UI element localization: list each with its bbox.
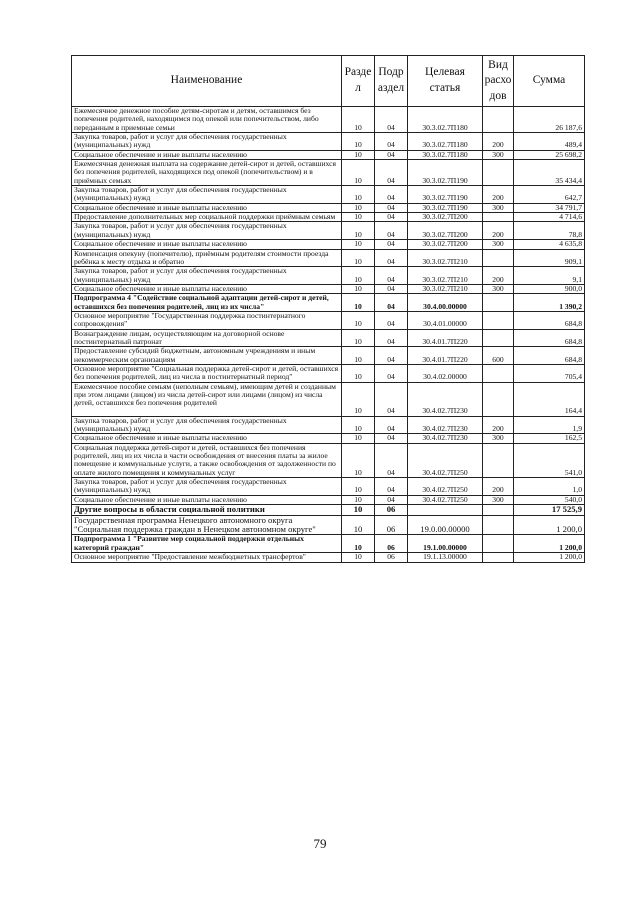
cell-name: Социальное обеспечение и иные выплаты населению [72, 203, 342, 212]
cell-subsection: 06 [375, 535, 408, 553]
cell-amount: 1 200,0 [514, 553, 585, 562]
table-row [72, 150, 585, 159]
cell-amount: 900,0 [514, 284, 585, 293]
table-row [72, 329, 585, 347]
cell-section: 10 [342, 443, 375, 477]
cell-target-article: 30.3.02.7П200 [408, 240, 483, 249]
cell-subsection: 04 [375, 203, 408, 212]
cell-section: 10 [342, 186, 375, 204]
cell-name: Социальное обеспечение и иные выплаты населению [72, 284, 342, 293]
cell-section: 10 [342, 249, 375, 267]
cell-subsection: 04 [375, 329, 408, 347]
cell-amount: 34 791,7 [514, 203, 585, 212]
cell-expense-type [483, 107, 514, 133]
cell-expense-type [483, 160, 514, 186]
cell-target-article [408, 505, 483, 515]
cell-expense-type [483, 515, 514, 535]
cell-section: 10 [342, 416, 375, 434]
header-subsection: Подр аздел [375, 56, 408, 107]
cell-amount: 1,0 [514, 478, 585, 496]
cell-expense-type: 600 [483, 347, 514, 365]
cell-subsection: 04 [375, 213, 408, 222]
cell-target-article: 30.4.02.7П230 [408, 416, 483, 434]
cell-name: Социальное обеспечение и иные выплаты населению [72, 240, 342, 249]
cell-subsection: 04 [375, 186, 408, 204]
cell-expense-type [483, 311, 514, 329]
cell-amount: 1 200,0 [514, 515, 585, 535]
cell-target-article: 19.1.00.00000 [408, 535, 483, 553]
cell-target-article: 30.3.02.7П190 [408, 203, 483, 212]
table-row [72, 495, 585, 504]
table-row [72, 515, 585, 535]
cell-name: Закупка товаров, работ и услуг для обеспечения государственных (муниципальных) нужд [72, 133, 342, 151]
cell-name: Закупка товаров, работ и услуг для обеспечения государственных (муниципальных) нужд [72, 186, 342, 204]
cell-section: 10 [342, 515, 375, 535]
cell-section: 10 [342, 267, 375, 285]
table-row [72, 284, 585, 293]
cell-name: Социальное обеспечение и иные выплаты населению [72, 495, 342, 504]
cell-target-article: 30.4.00.00000 [408, 294, 483, 312]
cell-section: 10 [342, 133, 375, 151]
cell-subsection: 04 [375, 347, 408, 365]
cell-target-article: 30.4.02.7П250 [408, 478, 483, 496]
cell-subsection: 04 [375, 240, 408, 249]
cell-section: 10 [342, 329, 375, 347]
cell-amount: 1 200,0 [514, 535, 585, 553]
cell-target-article: 30.4.01.00000 [408, 311, 483, 329]
cell-name: Подпрограмма 4 "Содействие социальной адаптации детей-сирот и детей, оставшихся без попечения родителей, лиц из их числа" [72, 294, 342, 312]
cell-target-article: 30.3.02.7П210 [408, 249, 483, 267]
cell-name: Социальное обеспечение и иные выплаты населению [72, 150, 342, 159]
cell-amount: 17 525,9 [514, 505, 585, 515]
budget-table [71, 55, 585, 563]
cell-target-article: 19.1.13.00000 [408, 553, 483, 562]
cell-section: 10 [342, 294, 375, 312]
table-row [72, 347, 585, 365]
header-section: Разде л [342, 56, 375, 107]
table-row [72, 553, 585, 562]
cell-section: 10 [342, 382, 375, 416]
cell-expense-type [483, 329, 514, 347]
cell-amount: 78,8 [514, 222, 585, 240]
cell-expense-type: 300 [483, 240, 514, 249]
cell-name: Закупка товаров, работ и услуг для обеспечения государственных (муниципальных) нужд [72, 478, 342, 496]
cell-target-article: 30.3.02.7П190 [408, 186, 483, 204]
cell-expense-type: 200 [483, 222, 514, 240]
cell-subsection: 04 [375, 311, 408, 329]
cell-section: 10 [342, 535, 375, 553]
cell-subsection: 04 [375, 222, 408, 240]
table-row [72, 311, 585, 329]
cell-amount: 164,4 [514, 382, 585, 416]
cell-name: Предоставление дополнительных мер социальной поддержки приёмным семьям [72, 213, 342, 222]
cell-expense-type: 300 [483, 434, 514, 443]
cell-section: 10 [342, 240, 375, 249]
cell-name: Закупка товаров, работ и услуг для обеспечения государственных (муниципальных) нужд [72, 416, 342, 434]
cell-section: 10 [342, 311, 375, 329]
table-row [72, 267, 585, 285]
cell-section: 10 [342, 553, 375, 562]
cell-amount: 909,1 [514, 249, 585, 267]
cell-expense-type: 200 [483, 416, 514, 434]
table-row [72, 107, 585, 133]
header-amount: Сумма [514, 56, 585, 107]
cell-amount: 684,8 [514, 347, 585, 365]
table-row [72, 416, 585, 434]
table-row [72, 294, 585, 312]
table-body [72, 107, 585, 563]
cell-name: Социальное обеспечение и иные выплаты населению [72, 434, 342, 443]
cell-amount: 489,4 [514, 133, 585, 151]
table-row [72, 222, 585, 240]
cell-target-article: 30.4.02.7П250 [408, 495, 483, 504]
cell-expense-type: 200 [483, 478, 514, 496]
cell-target-article: 19.0.00.00000 [408, 515, 483, 535]
cell-amount: 26 187,6 [514, 107, 585, 133]
table-row [72, 364, 585, 382]
cell-name: Социальная поддержка детей-сирот и детей, оставшихся без попечения родителей, лиц из их числа в части освобождения от внесения платы за жилое помещение и коммунальные услуги, а также освобождения от задолженности по оплате жилого помещения и коммунальных услуг [72, 443, 342, 477]
cell-name: Вознаграждение лицам, осуществляющим на договорной основе постинтернатный патронат [72, 329, 342, 347]
cell-amount: 35 434,4 [514, 160, 585, 186]
cell-amount: 642,7 [514, 186, 585, 204]
cell-section: 10 [342, 347, 375, 365]
cell-expense-type: 300 [483, 495, 514, 504]
cell-target-article: 30.3.02.7П180 [408, 150, 483, 159]
page-number: 79 [313, 836, 327, 851]
table-row [72, 434, 585, 443]
cell-target-article: 30.4.01.7П220 [408, 329, 483, 347]
cell-name: Основное мероприятие "Предоставление межбюджетных трансфертов" [72, 553, 342, 562]
cell-expense-type: 300 [483, 284, 514, 293]
cell-subsection: 06 [375, 515, 408, 535]
header-expense-type: Вид расхо дов [483, 56, 514, 107]
cell-target-article: 30.4.01.7П220 [408, 347, 483, 365]
cell-name: Основное мероприятие "Социальная поддержка детей-сирот и детей, оставшихся без попечения родителей, лиц из числа в постинтернатный период" [72, 364, 342, 382]
cell-name: Ежемесячное денежное пособие детям-сиротам и детям, оставшимся без попечения родителей, находящимся под опекой или попечительством, либо переданным в приемные семьи [72, 107, 342, 133]
table-row [72, 203, 585, 212]
table-row [72, 160, 585, 186]
cell-section: 10 [342, 160, 375, 186]
cell-target-article: 30.4.02.00000 [408, 364, 483, 382]
cell-amount: 4 714,6 [514, 213, 585, 222]
cell-section: 10 [342, 364, 375, 382]
cell-expense-type: 300 [483, 150, 514, 159]
header-name: Наименование [72, 56, 342, 107]
cell-section: 10 [342, 213, 375, 222]
cell-subsection: 04 [375, 434, 408, 443]
cell-expense-type [483, 553, 514, 562]
cell-subsection: 04 [375, 133, 408, 151]
cell-target-article: 30.3.02.7П180 [408, 107, 483, 133]
table-row [72, 133, 585, 151]
cell-expense-type: 200 [483, 133, 514, 151]
cell-amount: 1 390,2 [514, 294, 585, 312]
table-row [72, 213, 585, 222]
cell-amount: 540,0 [514, 495, 585, 504]
cell-subsection: 04 [375, 478, 408, 496]
cell-target-article: 30.4.02.7П230 [408, 434, 483, 443]
cell-target-article: 30.3.02.7П200 [408, 222, 483, 240]
cell-target-article: 30.4.02.7П230 [408, 382, 483, 416]
header-target-article: Целевая статья [408, 56, 483, 107]
cell-name: Другие вопросы в области социальной политики [72, 505, 342, 515]
cell-subsection: 04 [375, 294, 408, 312]
cell-subsection: 04 [375, 267, 408, 285]
cell-name: Подпрограмма 1 "Развитие мер социальной поддержки отдельных категорий граждан" [72, 535, 342, 553]
cell-name: Ежемесячная денежная выплата на содержание детей-сирот и детей, оставшихся без попечения родителей, находящихся под опекой (попечительством) и в приёмных семьях [72, 160, 342, 186]
cell-section: 10 [342, 107, 375, 133]
cell-subsection: 04 [375, 495, 408, 504]
cell-target-article: 30.3.02.7П190 [408, 160, 483, 186]
cell-name: Компенсация опекуну (попечителю), приёмным родителям стоимости проезда ребёнка к месту отдыха и обратно [72, 249, 342, 267]
cell-amount: 705,4 [514, 364, 585, 382]
cell-amount: 162,5 [514, 434, 585, 443]
cell-expense-type [483, 213, 514, 222]
cell-subsection: 04 [375, 416, 408, 434]
cell-amount: 4 635,8 [514, 240, 585, 249]
table-row [72, 186, 585, 204]
cell-amount: 541,0 [514, 443, 585, 477]
cell-section: 10 [342, 505, 375, 515]
cell-section: 10 [342, 478, 375, 496]
cell-name: Предоставление субсидий бюджетным, автономным учреждениям и иным некоммерческим организациям [72, 347, 342, 365]
table-row [72, 478, 585, 496]
cell-subsection: 04 [375, 150, 408, 159]
cell-subsection: 06 [375, 505, 408, 515]
table-row [72, 505, 585, 515]
cell-name: Ежемесячное пособие семьям (неполным семьям), имеющим детей и созданным при этом лицами (лицом) из числа детей-сирот или лицами (лицом) из числа детей, оставшихся без попечения родителей [72, 382, 342, 416]
cell-expense-type [483, 249, 514, 267]
cell-section: 10 [342, 150, 375, 159]
table-row [72, 382, 585, 416]
cell-expense-type [483, 364, 514, 382]
table-header-row [72, 56, 585, 107]
cell-name: Закупка товаров, работ и услуг для обеспечения государственных (муниципальных) нужд [72, 222, 342, 240]
cell-target-article: 30.4.02.7П250 [408, 443, 483, 477]
table-row [72, 249, 585, 267]
cell-expense-type [483, 535, 514, 553]
cell-subsection: 04 [375, 160, 408, 186]
cell-section: 10 [342, 434, 375, 443]
cell-name: Государственная программа Ненецкого автономного округа "Социальная поддержка граждан в Ненецком автономном округе" [72, 515, 342, 535]
table-row [72, 240, 585, 249]
cell-subsection: 04 [375, 382, 408, 416]
cell-subsection: 04 [375, 107, 408, 133]
cell-amount: 1,9 [514, 416, 585, 434]
cell-amount: 684,8 [514, 311, 585, 329]
cell-amount: 684,8 [514, 329, 585, 347]
cell-section: 10 [342, 495, 375, 504]
cell-section: 10 [342, 203, 375, 212]
cell-amount: 25 698,2 [514, 150, 585, 159]
cell-target-article: 30.3.02.7П180 [408, 133, 483, 151]
cell-amount: 9,1 [514, 267, 585, 285]
cell-subsection: 04 [375, 364, 408, 382]
cell-expense-type [483, 382, 514, 416]
cell-section: 10 [342, 222, 375, 240]
table-row [72, 443, 585, 477]
cell-target-article: 30.3.02.7П210 [408, 267, 483, 285]
cell-section: 10 [342, 284, 375, 293]
cell-expense-type: 200 [483, 186, 514, 204]
cell-subsection: 04 [375, 443, 408, 477]
cell-expense-type: 200 [483, 267, 514, 285]
cell-subsection: 04 [375, 249, 408, 267]
cell-expense-type [483, 505, 514, 515]
cell-expense-type [483, 294, 514, 312]
cell-target-article: 30.3.02.7П210 [408, 284, 483, 293]
cell-subsection: 06 [375, 553, 408, 562]
cell-name: Основное мероприятие "Государственная поддержка постинтернатного сопровождения" [72, 311, 342, 329]
cell-target-article: 30.3.02.7П200 [408, 213, 483, 222]
cell-expense-type: 300 [483, 203, 514, 212]
cell-subsection: 04 [375, 284, 408, 293]
table-row [72, 535, 585, 553]
cell-name: Закупка товаров, работ и услуг для обеспечения государственных (муниципальных) нужд [72, 267, 342, 285]
cell-expense-type [483, 443, 514, 477]
